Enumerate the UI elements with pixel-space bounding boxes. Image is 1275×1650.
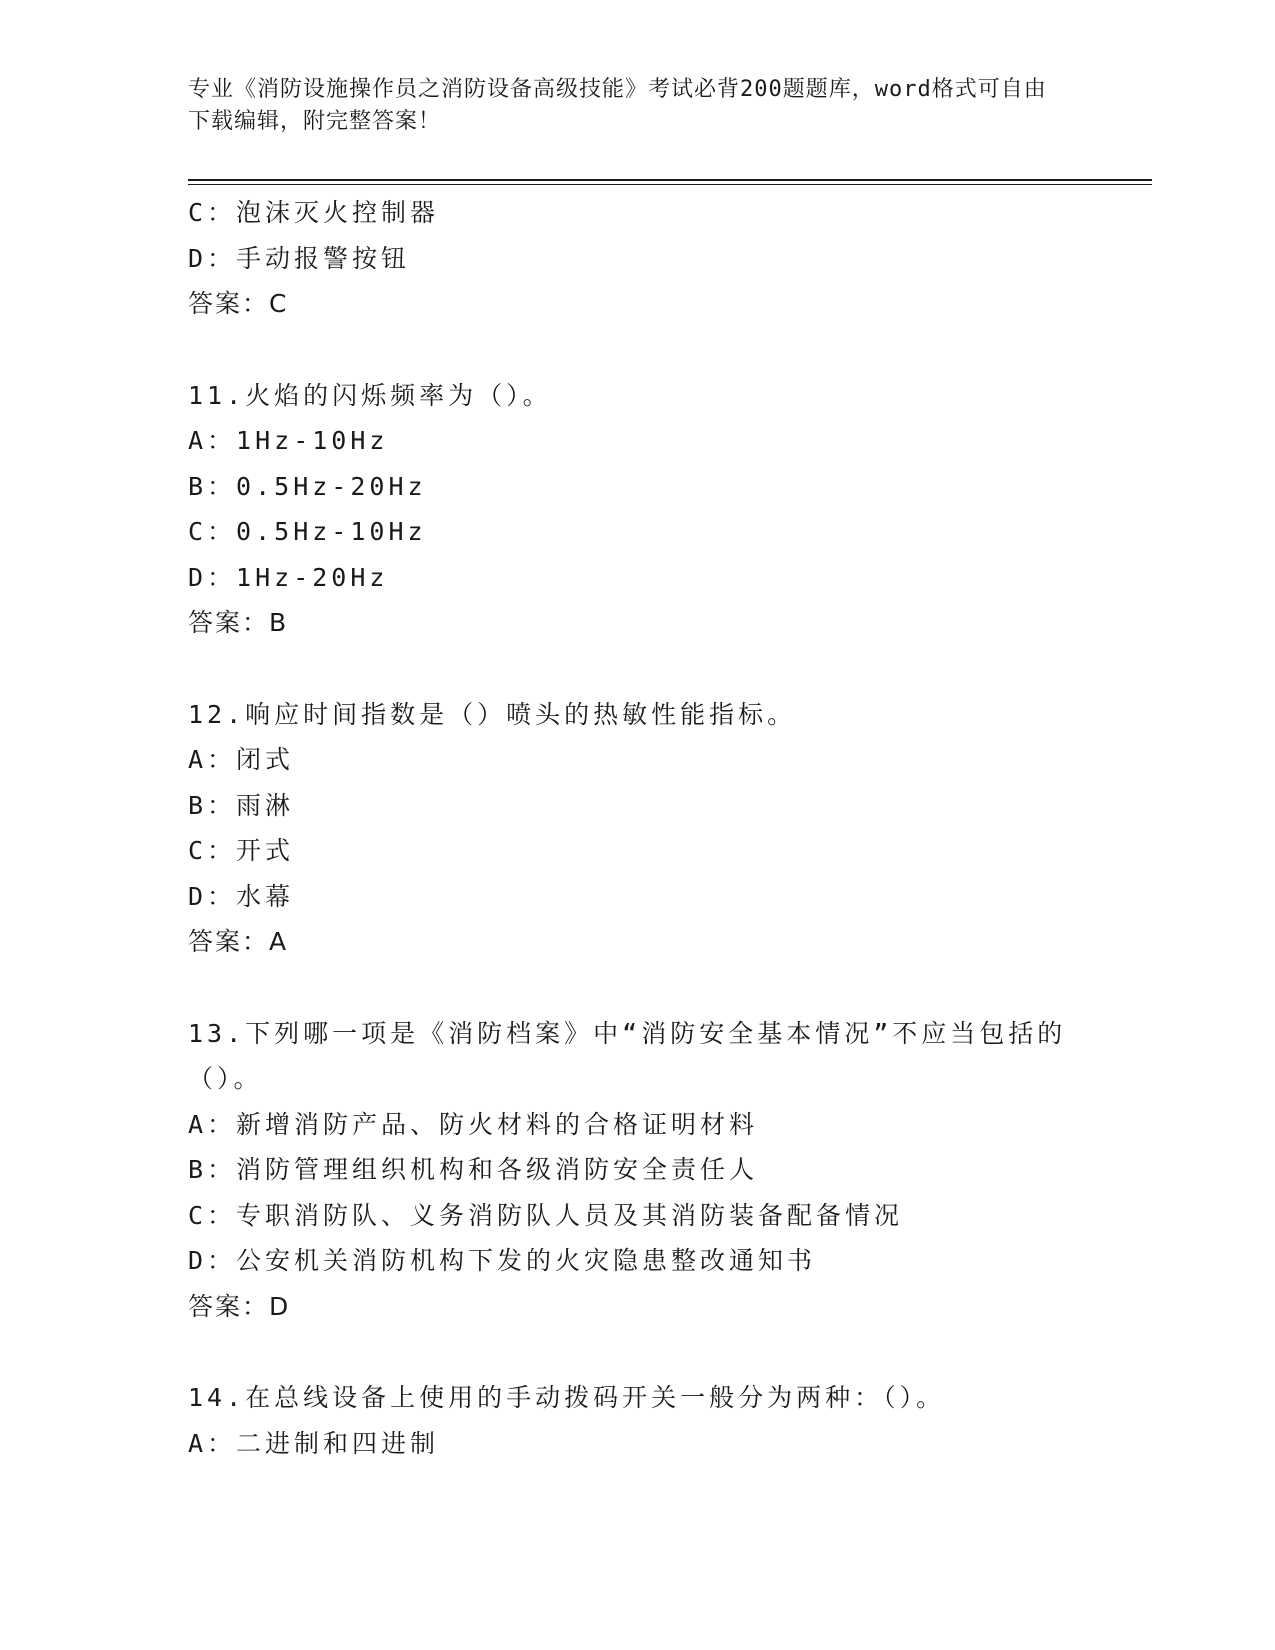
header-divider-thick	[188, 179, 1152, 181]
option-a: A：闭式	[188, 745, 295, 774]
question-stem: 14.在总线设备上使用的手动拨码开关一般分为两种：（）。	[188, 1383, 946, 1412]
question-12	[188, 692, 1088, 965]
question-stem: 11.火焰的闪烁频率为（）。	[188, 380, 552, 410]
option-d: D：手动报警按钮	[188, 243, 411, 273]
question-stem: 12.响应时间指数是（）喷头的热敏性能指标。	[188, 699, 797, 729]
answer-line: 答案：C	[188, 289, 289, 318]
question-11	[188, 373, 1088, 646]
option-a: A：1Hz-10Hz	[188, 426, 389, 455]
option-c: C：泡沫灭火控制器	[188, 198, 440, 227]
option-c: C：开式	[188, 836, 295, 865]
question-10-tail	[188, 190, 1088, 327]
option-d: D：水幕	[188, 881, 295, 911]
option-b: B：消防管理组织机构和各级消防安全责任人	[188, 1155, 759, 1184]
question-14	[188, 1375, 1088, 1466]
option-b: B：雨淋	[188, 790, 295, 820]
option-c: C：专职消防队、义务消防队人员及其消防装备配备情况	[188, 1200, 904, 1230]
question-stem: 13.下列哪一项是《消防档案》中“消防安全基本情况”不应当包括的（）。	[188, 1018, 1067, 1093]
document-header: 专业《消防设施操作员之消防设备高级技能》考试必背200题题库，word格式可自由下载编辑，附完整答案！	[188, 77, 1047, 134]
option-d: D：1Hz-20Hz	[188, 562, 389, 592]
question-13	[188, 1011, 1088, 1330]
header-divider-thin	[188, 184, 1152, 185]
option-a: A：二进制和四进制	[188, 1428, 440, 1458]
option-b: B：0.5Hz-20Hz	[188, 471, 427, 501]
option-c: C：0.5Hz-10Hz	[188, 517, 427, 546]
answer-line: 答案：A	[188, 927, 289, 956]
option-d: D：公安机关消防机构下发的火灾隐患整改通知书	[188, 1246, 817, 1275]
option-a: A：新增消防产品、防火材料的合格证明材料	[188, 1109, 759, 1139]
answer-line: 答案：D	[188, 1291, 291, 1321]
question-list	[188, 190, 1088, 1466]
answer-line: 答案：B	[188, 608, 289, 637]
